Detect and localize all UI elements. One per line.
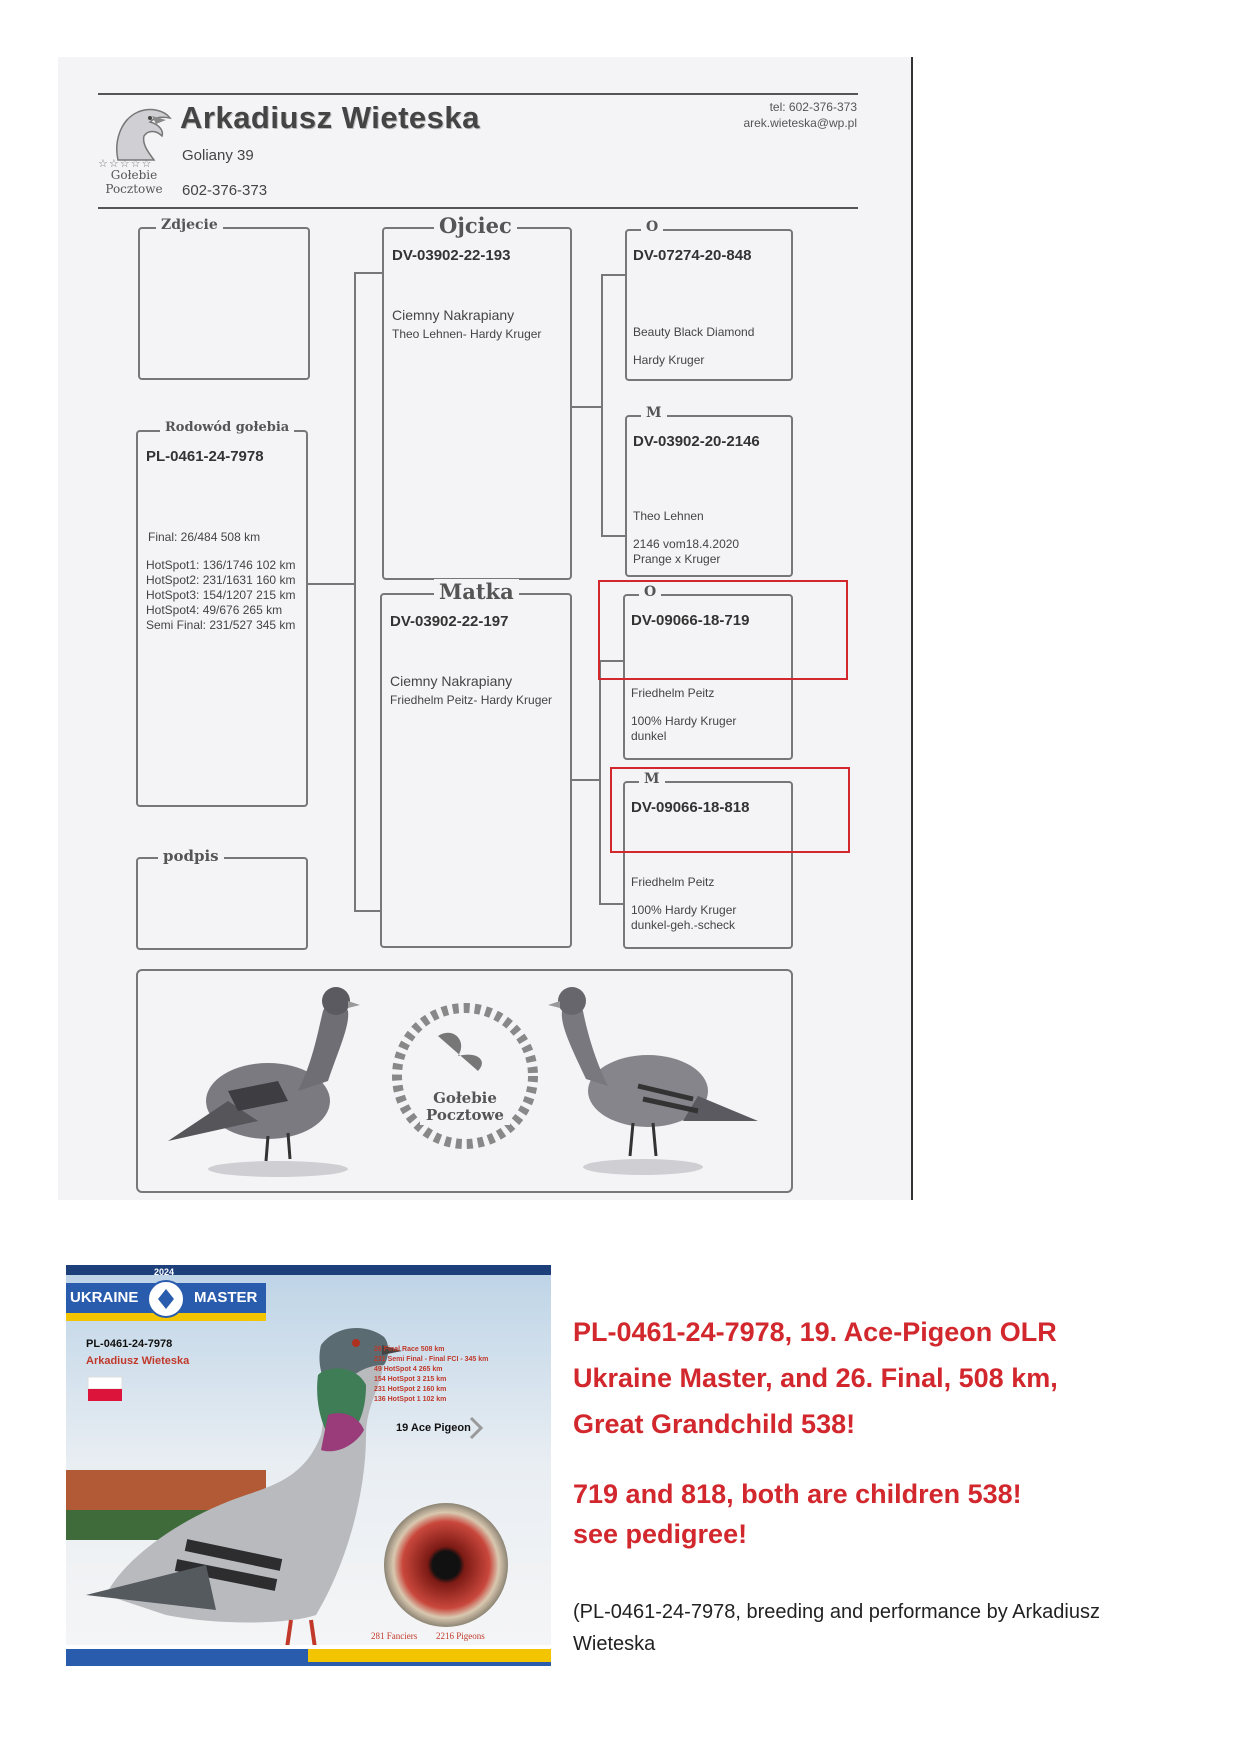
banner-result-4: 154 HotSpot 3 215 km: [374, 1376, 447, 1383]
mother-ring: DV-03902-22-197: [390, 613, 509, 630]
pedigree-scan: [58, 57, 913, 1200]
logo-stars: ☆☆☆☆☆: [98, 158, 153, 170]
pigeon-ring: PL-0461-24-7978: [146, 448, 264, 465]
granddam-paternal-label: M: [641, 405, 667, 421]
result-hotspot2: HotSpot2: 231/1631 160 km: [146, 573, 296, 587]
father-line: Theo Lehnen- Hardy Kruger: [392, 327, 542, 341]
right-pigeon-icon: [548, 987, 758, 1175]
banner-result-2: 231 Semi Final - Final FCI - 345 km: [374, 1356, 489, 1363]
father-label: Ojciec: [434, 213, 517, 238]
grandsire-paternal-ring: DV-07274-20-848: [633, 247, 752, 264]
contact-tel: tel: 602-376-373: [769, 100, 857, 114]
pigeons-illustration: [138, 971, 791, 1191]
granddam-maternal-line1: Friedhelm Peitz: [631, 875, 715, 889]
highlight-818: [610, 767, 850, 853]
header-logo-text: [94, 168, 174, 196]
grandsire-maternal-line1: Friedhelm Peitz: [631, 686, 715, 700]
connector-father-parents: [601, 274, 625, 537]
grandsire-maternal-line3: dunkel: [631, 729, 667, 743]
pigeon-box: [136, 420, 308, 807]
grandsire-paternal-line1: Beauty Black Diamond: [633, 325, 755, 339]
grandsire-paternal-line2: Hardy Kruger: [633, 353, 705, 367]
grandsire-paternal-label: O: [641, 219, 663, 235]
father-color: Ciemny Nakrapiany: [392, 307, 515, 323]
banner-fanciers: 281 Fanciers: [371, 1631, 418, 1641]
breeder-address: Goliany 39: [182, 147, 254, 164]
banner-owner: Arkadiusz Wieteska: [86, 1355, 190, 1367]
grandsire-paternal-box: [625, 219, 793, 381]
banner-results: [374, 1345, 488, 1405]
footer-logo-line2: Pocztowe: [426, 1106, 504, 1124]
header-top-rule: [98, 93, 858, 95]
granddam-paternal-line2: 2146 vom18.4.2020: [633, 537, 740, 551]
father-ring: DV-03902-22-193: [392, 247, 511, 264]
headline-line-1: PL-0461-24-7978, 19. Ace-Pigeon OLR: [573, 1317, 1057, 1347]
banner-result-1: 26 Final Race 508 km: [374, 1346, 445, 1353]
logo-line-1: Gołebie: [110, 168, 158, 182]
headline-line-3: Great Grandchild 538!: [573, 1409, 856, 1439]
grandsire-maternal-label: O: [639, 584, 661, 600]
banner-result-3: 49 HotSpot 4 265 km: [374, 1366, 443, 1373]
granddam-paternal-line3: Prange x Kruger: [633, 552, 721, 566]
footer-logo-line1: Gołebie: [433, 1089, 497, 1107]
connector-mother-tick: [572, 779, 599, 781]
mother-line: Friedhelm Peitz- Hardy Kruger: [390, 693, 553, 707]
result-hotspot3: HotSpot3: 154/1207 215 km: [146, 588, 296, 602]
granddam-paternal-line1: Theo Lehnen: [633, 509, 704, 523]
mother-color: Ciemny Nakrapiany: [390, 673, 513, 689]
banner-title-left: UKRAINE: [70, 1289, 139, 1306]
photo-label: Zdjecie: [156, 217, 223, 233]
banner-result-6: 136 HotSpot 1 102 km: [374, 1396, 447, 1403]
granddam-maternal-label: M: [639, 771, 665, 787]
granddam-maternal-line2: 100% Hardy Kruger: [631, 903, 737, 917]
connector-parents: [354, 272, 382, 912]
result-hotspot4: HotSpot4: 49/676 265 km: [146, 603, 283, 617]
contact-email: arek.wieteska@wp.pl: [743, 116, 857, 130]
headline-line-2: Ukraine Master, and 26. Final, 508 km,: [573, 1363, 1058, 1393]
logo-line-2: Pocztowe: [105, 182, 163, 196]
grandsire-maternal-ring: DV-09066-18-719: [631, 612, 750, 629]
contact-block: [743, 99, 857, 131]
highlight-719: [598, 580, 848, 680]
connector-pigeon-tick: [308, 583, 354, 585]
banner-title-right: MASTER: [194, 1289, 258, 1306]
granddam-maternal-ring: DV-09066-18-818: [631, 799, 750, 816]
pigeon-label: Rodowód gołebia: [160, 420, 294, 435]
breeding-note: (PL-0461-24-7978, breeding and performance by Arkadiusz Wieteska: [573, 1601, 1100, 1655]
banner-result-5: 231 HotSpot 2 160 km: [374, 1386, 447, 1393]
granddam-paternal-ring: DV-03902-20-2146: [633, 433, 760, 450]
banner-pigeons: 2216 Pigeons: [436, 1631, 485, 1641]
granddam-maternal-line3: dunkel-geh.-scheck: [631, 918, 736, 932]
ukraine-master-banner: [66, 1265, 551, 1666]
header-bottom-rule: [98, 207, 858, 209]
eagle-logo-icon: [108, 102, 172, 164]
signature-label: podpis: [158, 847, 224, 865]
mother-label: Matka: [434, 579, 519, 604]
banner-artwork: [66, 1265, 551, 1666]
left-pigeon-icon: [168, 987, 360, 1177]
result-semifinal: Semi Final: 231/527 345 km: [146, 618, 296, 632]
breeder-name: Arkadiusz Wieteska: [180, 100, 480, 135]
result-hotspot1: HotSpot1: 136/1746 102 km: [146, 558, 296, 572]
subline-2: see pedigree!: [573, 1519, 748, 1549]
grandsire-maternal-line2: 100% Hardy Kruger: [631, 714, 737, 728]
result-final: Final: 26/484 508 km: [148, 530, 261, 544]
photo-box: [138, 217, 310, 380]
footer-illustration-box: [136, 969, 793, 1193]
connector-father-tick: [572, 406, 601, 408]
granddam-paternal-box: [625, 405, 793, 577]
mother-box: [380, 579, 572, 948]
subline-1: 719 and 818, both are children 538!: [573, 1479, 1022, 1509]
breeder-phone: 602-376-373: [182, 182, 268, 199]
banner-year: 2024: [154, 1267, 175, 1277]
father-box: [382, 213, 572, 580]
banner-ace: 19 Ace Pigeon: [396, 1422, 471, 1434]
banner-ring: PL-0461-24-7978: [86, 1338, 173, 1350]
signature-box: [136, 847, 308, 950]
